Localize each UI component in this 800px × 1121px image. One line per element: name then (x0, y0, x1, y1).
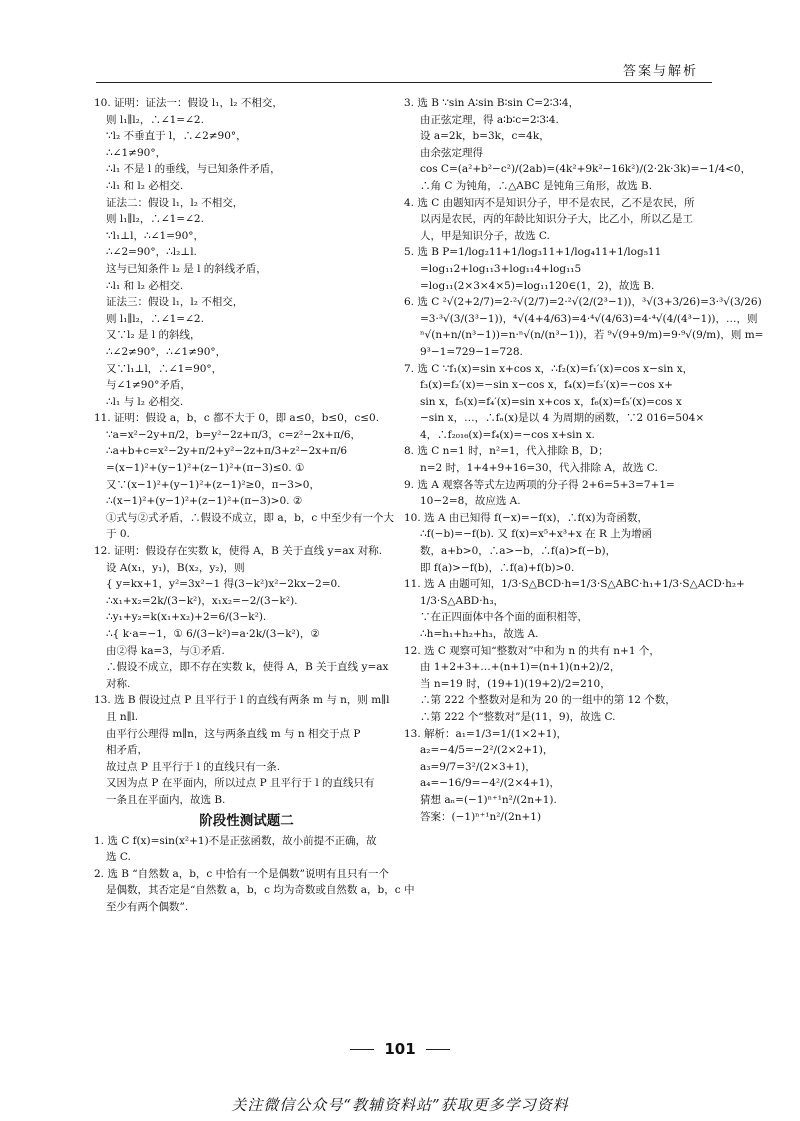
page-number (0, 1040, 800, 1058)
text-line: { y=kx+1，y²=3x²−1 得(3−k²)x²−2kx−2=0. (106, 578, 341, 591)
text-line: ⁿ√(n+n/(n³−1))=n·ⁿ√(n/(n³−1))，若 ⁹√(9+9/m)=9·⁹√(9/m)，则 m= (420, 329, 764, 342)
text-line: 答案：(−1)ⁿ⁺¹n²/(2n+1) (420, 810, 542, 823)
text-line: ∵在正四面体中各个面的面积相等， (420, 611, 588, 624)
text-line: 11. 选 A 由题可知，1/3·S△BCD·h=1/3·S△ABC·h₁+1/3·S△ACD·h₂+ (404, 578, 745, 591)
text-line: 10−2=8，故应选 A. (420, 495, 521, 508)
text-line: 13. 解析：a₁=1/3=1/(1×2+1)， (404, 727, 568, 740)
text-line: ∵a=x²−2y+π/2，b=y²−2z+π/3，c=z²−2x+π/6， (106, 428, 362, 441)
text-line: ∴(x−1)²+(y−1)²+(z−1)²+(π−3)>0. ② (106, 495, 303, 508)
text-line: 设 a=2k，b=3k，c=4k， (420, 130, 550, 143)
text-line: sin x，f₅(x)=f₄′(x)=sin x+cos x，f₆(x)=f₅′(x)=cos x (420, 395, 682, 408)
text-line: 3. 选 B ∵sin A∶sin B∶sin C=2∶3∶4， (404, 97, 580, 109)
text-line: 12. 证明：假设存在实数 k，使得 A，B 关于直线 y=ax 对称. (94, 545, 383, 558)
text-line: n=2 时，1+4+9+16=30，代入排除 A，故选 C. (420, 462, 658, 475)
text-line: ∴l₁ 与 l₂ 必相交. (106, 395, 184, 408)
text-line: 且 n∥l. (106, 710, 139, 723)
text-line: 证法三：假设 l₁，l₂ 不相交， (106, 296, 244, 309)
text-line: 数，a+b>0，∴a>−b，∴f(a)>f(−b)， (420, 545, 617, 558)
text-line: 又因为点 P 在平面内，所以过点 P 且平行于 l 的直线只有 (106, 777, 375, 790)
text-line: ∴角 C 为钝角，∴△ABC 是钝角三角形，故选 B. (420, 179, 653, 192)
text-line: a₃=9/7=3²/(2×3+1)， (420, 760, 536, 773)
text-line: −sin x，…，∴fₙ(x)是以 4 为周期的函数，∵2 016=504× (420, 412, 705, 425)
text-line: 又∵l₁⊥l，∴∠1=90°， (106, 362, 223, 375)
text-line: 8. 选 C n=1 时，n²=1，代入排除 B，D； (404, 445, 609, 458)
footer-note: 关注微信公众号“教辅资料站”获取更多学习资料 (231, 1096, 569, 1114)
text-line: ∴第 222 个“整数对”是(11，9)，故选 C. (420, 710, 616, 723)
text-line: 又∵(x−1)²+(y−1)²+(z−1)²≥0，π−3>0， (106, 478, 320, 491)
text-line: 13. 选 B 假设过点 P 且平行于 l 的直线有两条 m 与 n，则 m∥l (94, 694, 390, 707)
text-line: 至少有两个偶数”. (106, 900, 189, 913)
text-line: 则 l₁∥l₂，∴∠1=∠2. (106, 113, 204, 126)
text-line: 于 0. (106, 528, 130, 541)
text-line: 9. 选 A 观察各等式左边两项的分子得 2+6=5+3=7+1= (404, 478, 675, 491)
text-line: 4，∴f₂₀₁₆(x)=f₄(x)=−cos x+sin x. (420, 428, 595, 441)
text-line: cos C=(a²+b²−c²)/(2ab)=(4k²+9k²−16k²)/(2·2k·3k)=−1/4<0， (420, 163, 752, 176)
section-heading: 阶段性测试题二 (199, 812, 294, 829)
text-line: ∴l₁ 和 l₂ 必相交. (106, 179, 184, 192)
text-line: 相矛盾， (106, 744, 148, 757)
text-line: ①式与②式矛盾，∴假设不成立，即 a，b，c 中至少有一个大 (106, 511, 395, 524)
text-line: ∵l₁⊥l，∴∠1=90°， (106, 229, 205, 242)
header-title: 答案与解析 (622, 64, 698, 79)
text-line: =log₁₁(2×3×4×5)=log₁₁120∈(1，2)，故选 B. (420, 279, 655, 292)
text-line: ∴a+b+c=x²−2y+π/2+y²−2z+π/3+z²−2x+π/6 (106, 445, 348, 458)
text-line: 6. 选 C ²√(2+2/7)=2·²√(2/7)=2·²√(2/(2³−1))，³√(3+3/26)=3·³√(3/26) (404, 296, 762, 309)
page-number-text: 101 (384, 1040, 416, 1058)
text-line: ∴y₁+y₂=k(x₁+x₂)+2=6/(3−k²). (106, 611, 267, 624)
text-line: 证法二：假设 l₁，l₂ 不相交， (106, 196, 244, 209)
text-line: ∴l₁ 不是 l 的垂线，与已知条件矛盾， (106, 163, 281, 176)
text-line: 这与已知条件 l₂ 是 l 的斜线矛盾， (106, 262, 267, 275)
right-column (404, 95, 764, 825)
text-line: 人，甲是知识分子，故选 C. (420, 229, 550, 242)
text-line: 1. 选 C f(x)=sin(x²+1)不是正弦函数，故小前提不正确，故 (94, 834, 377, 847)
text-line: 10. 证明：证法一：假设 l₁，l₂ 不相交， (94, 97, 283, 109)
text-line: 由余弦定理得 (420, 146, 483, 159)
text-line: =log₁₁2+log₁₁3+log₁₁4+log₁₁5 (420, 262, 582, 275)
text-line: 2. 选 B “自然数 a，b，c 中恰有一个是偶数”说明有且只有一个 (94, 867, 390, 880)
text-line: 故过点 P 且平行于 l 的直线只有一条. (106, 760, 281, 773)
text-line: 是偶数，其否定是“自然数 a，b，c 均为奇数或自然数 a，b，c 中 (106, 884, 415, 897)
text-line: 由 1+2+3+…+(n+1)=(n+1)(n+2)/2， (420, 661, 621, 674)
text-line: 猜想 aₙ=(−1)ⁿ⁺¹n²/(2n+1). (420, 793, 557, 806)
left-column (94, 95, 415, 916)
text-line: 则 l₁∥l₂，∴∠1=∠2. (106, 213, 204, 226)
text-line: 7. 选 C ∵f₁(x)=sin x+cos x，∴f₂(x)=f₁′(x)=cos x−sin x， (404, 362, 694, 375)
text-line: 选 C. (106, 851, 131, 864)
text-line: a₂=−4/5=−2²/(2×2+1)， (420, 744, 554, 757)
text-line: ∴第 222 个整数对是和为 20 的一组中的第 12 个数， (420, 694, 676, 707)
text-line: 与∠1≠90°矛盾， (106, 379, 191, 392)
text-line: ∴{ k·a=−1，① 6/(3−k²)=a·2k/(3−k²)，② (106, 628, 320, 640)
text-line: 对称. (106, 677, 131, 690)
text-line: 11. 证明：假设 a，b，c 都不大于 0，即 a≤0，b≤0，c≤0. (94, 412, 380, 425)
dash-left (350, 1049, 374, 1050)
text-line: 9³−1=729−1=728. (420, 345, 523, 358)
text-line: ∴∠2≠90°，∴∠1≠90°， (106, 345, 227, 358)
text-line: 设 A(x₁，y₁)，B(x₂，y₂)，则 (106, 561, 245, 574)
text-line: 10. 选 A 由已知得 f(−x)=−f(x)，∴f(x)为奇函数， (404, 511, 649, 524)
text-line: 5. 选 B P=1/log₂11+1/log₃11+1/log₄11+1/log₅11 (404, 246, 662, 259)
text-line: ∵l₂ 不垂直于 l，∴∠2≠90°， (106, 130, 247, 143)
text-line: 4. 选 C 由题知丙不是知识分子，甲不是农民，乙不是农民，所 (404, 196, 695, 209)
text-line: 12. 选 C 观察可知“整数对”中和为 n 的共有 n+1 个， (404, 644, 660, 657)
text-line: 又∵l₂ 是 l 的斜线， (106, 329, 201, 342)
text-line: ∴x₁+x₂=2k/(3−k²)，x₁x₂=−2/(3−k²). (106, 594, 298, 607)
text-line: =(x−1)²+(y−1)²+(z−1)²+(π−3)≤0. ① (106, 462, 305, 475)
text-line: 当 n=19 时，(19+1)(19+2)/2=210， (420, 677, 611, 690)
text-line: =3·³√(3/(3³−1))，⁴√(4+4/63)=4·⁴√(4/63)=4·⁴√(4/(4³−1))，…，则 (420, 312, 758, 325)
text-line: 以丙是农民，丙的年龄比知识分子大，比乙小，所以乙是工 (420, 213, 693, 226)
dash-right (426, 1049, 450, 1050)
text-line: 则 l₁∥l₂，∴∠1=∠2. (106, 312, 204, 325)
text-line: ∴f(−b)=−f(b). 又 f(x)=x⁵+x³+x 在 R 上为增函 (420, 528, 653, 541)
text-line: 一条且在平面内，故选 B. (106, 793, 226, 806)
text-line: ∴∠2=90°，∴l₂⊥l. (106, 246, 197, 259)
text-line: 由平行公理得 m∥n，这与两条直线 m 与 n 相交于点 P (106, 727, 361, 740)
text-line: 由正弦定理，得 a∶b∶c=2∶3∶4. (420, 113, 559, 126)
text-line: 1/3·S△ABD·h₃， (420, 594, 505, 607)
text-line: 即 f(a)>−f(b)，∴f(a)+f(b)>0. (420, 561, 575, 574)
text-line: ∴h=h₁+h₂+h₃，故选 A. (420, 628, 539, 640)
header-rule (96, 82, 712, 83)
text-line: ∴假设不成立，即不存在实数 k，使得 A，B 关于直线 y=ax (106, 661, 389, 674)
text-line: a₄=−16/9=−4²/(2×4+1)， (420, 777, 560, 790)
text-line: f₃(x)=f₂′(x)=−sin x−cos x，f₄(x)=f₃′(x)=−cos x+ (420, 379, 673, 392)
text-line: 由②得 ka=3，与①矛盾. (106, 644, 225, 657)
text-line: ∴l₁ 和 l₂ 必相交. (106, 279, 184, 292)
text-line: ∴∠1≠90°， (106, 146, 167, 159)
